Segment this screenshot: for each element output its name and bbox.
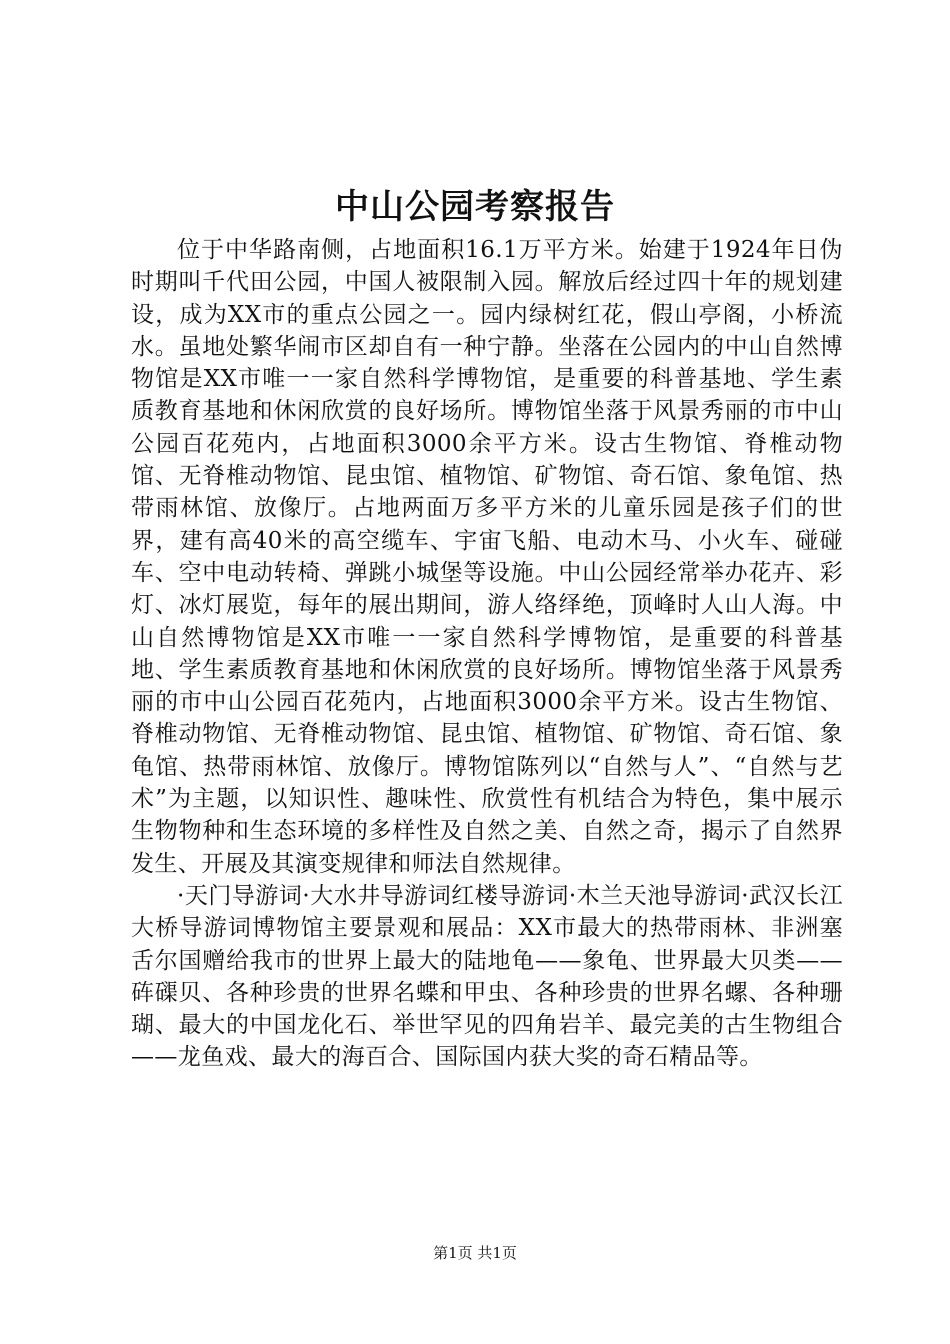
document-title: 中山公园考察报告 bbox=[335, 187, 615, 227]
page-footer: 第1页 共1页 bbox=[433, 1244, 517, 1262]
body-paragraph-2: ·天门导游词·大水井导游词红楼导游词·木兰天池导游词·武汉长江大桥导游词博物馆主要景观和展品：XX市最大的热带雨林、非洲塞舌尔国赠给我市的世界上最大的陆地龟——象龟、世界最大贝类——砗磲贝、各种珍贵的世界名蝶和甲虫、各种珍贵的世界名螺、各种珊瑚、最大的中国龙化石、举世罕见的四角岩羊、最完美的古生物组合——龙鱼戏、最大的海百合、国际国内获大奖的奇石精品等。 bbox=[131, 882, 843, 1071]
body-paragraph-1: 位于中华路南侧，占地面积16.1万平方米。始建于1924年日伪时期叫千代田公园，中国人被限制入园。解放后经过四十年的规划建设，成为XX市的重点公园之一。园内绿树红花，假山亭阁，小桥流水。虽地处繁华闹市区却自有一种宁静。坐落在公园内的中山自然博物馆是XX市唯一一家自然科学博物馆，是重要的科普基地、学生素质教育基地和休闲欣赏的良好场所。博物馆坐落于风景秀丽的市中山公园百花苑内，占地面积3000余平方米。设古生物馆、脊椎动物馆、无脊椎动物馆、昆虫馆、植物馆、矿物馆、奇石馆、象龟馆、热带雨林馆、放像厅。占地两面万多平方米的儿童乐园是孩子们的世界，建有高40米的高空缆车、宇宙飞船、电动木马、小火车、碰碰车、空中电动转椅、弹跳小城堡等设施。中山公园经常举办花卉、彩灯、冰灯展览，每年的展出期间，游人络绎绝，顶峰时人山人海。中山自然博物馆是XX市唯一一家自然科学博物馆，是重要的科普基地、学生素质教育基地和休闲欣赏的良好场所。博物馆坐落于风景秀丽的市中山公园百花苑内，占地面积3000余平方米。设古生物馆、脊椎动物馆、无脊椎动物馆、昆虫馆、植物馆、矿物馆、奇石馆、象龟馆、热带雨林馆、放像厅。博物馆陈列以“自然与人”、“自然与艺术”为主题，以知识性、趣味性、欣赏性有机结合为特色，集中展示生物物种和生态环境的多样性及自然之美、自然之奇，揭示了自然界发生、开展及其演变规律和师法自然规律。 bbox=[131, 237, 843, 877]
document-body bbox=[131, 234, 843, 1074]
